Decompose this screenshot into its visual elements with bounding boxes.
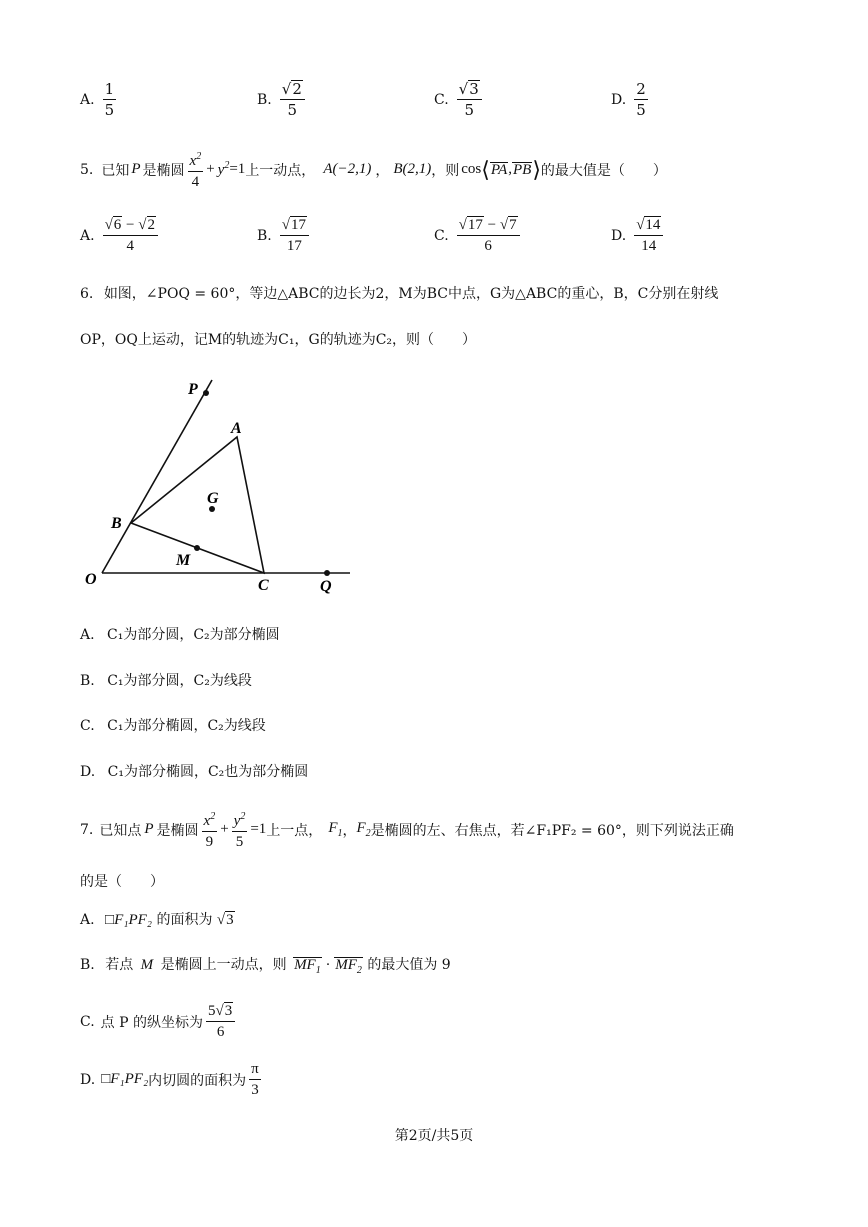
option-letter: D. <box>611 91 627 108</box>
option-text: C₁为部分椭圆，C₂也为部分椭圆 <box>107 764 309 780</box>
question-number: 5. <box>80 161 94 178</box>
option-letter: B. <box>80 673 95 689</box>
point-a: A(−2,1) <box>323 161 372 177</box>
q6-option-a <box>80 625 280 645</box>
numerator: √2 <box>280 80 305 100</box>
option-text: C₁为部分圆，C₂为部分椭圆 <box>107 627 280 643</box>
text: 的最大值是（ ） <box>540 162 667 179</box>
option-letter: B. <box>257 227 272 244</box>
fraction: $\frac{√14}{14}$ <box>634 216 663 255</box>
math-var: P <box>131 161 141 177</box>
point-p-dot <box>203 390 209 396</box>
ellipse-y-fraction: $\frac{y^2}{5}$ <box>232 808 248 851</box>
math-text: =1 <box>229 161 246 177</box>
label-g: G <box>207 490 219 507</box>
triangle-abc <box>131 437 264 573</box>
option-letter: C. <box>434 227 449 244</box>
q5-option-a <box>80 216 161 255</box>
option-letter: D. <box>611 227 627 244</box>
fraction: $\frac{√17 - √7}{6}$ <box>457 216 520 255</box>
option-text: 内切圆的面积为 <box>148 1072 247 1089</box>
text: 是椭圆的左、右焦点，若∠F₁PF₂ = 60°，则下列说法正确 <box>370 822 734 839</box>
q6-stem-line1 <box>80 284 718 304</box>
q6-option-c <box>80 716 266 736</box>
option-text: 的最大值为 9 <box>367 957 451 973</box>
ellipse-x-fraction: $\frac{x^2}{9}$ <box>202 808 218 851</box>
option-text: 点 P 的纵坐标为 <box>100 1014 203 1031</box>
label-m: M <box>176 552 191 569</box>
option-letter: D. <box>80 1071 96 1088</box>
label-b: B <box>111 515 122 532</box>
question-number: 7. <box>80 821 94 838</box>
text: 已知点 <box>99 822 142 839</box>
text: 上一动点， <box>245 162 316 179</box>
fraction <box>280 80 305 119</box>
q6-option-d <box>80 762 308 782</box>
point-m-dot <box>194 545 200 551</box>
math-value: 3 <box>226 912 234 928</box>
option-text: C₁为部分圆，C₂为线段 <box>107 673 252 689</box>
point-q-dot <box>324 570 330 576</box>
fraction: $\frac{√6 - √2}{4}$ <box>103 216 158 255</box>
option-letter: B. <box>257 91 272 108</box>
question-number: 6. <box>80 286 94 302</box>
math-text: cos <box>461 161 482 177</box>
text: ，则 <box>431 162 460 179</box>
numerator: 1 <box>104 80 115 98</box>
text: 是椭圆 <box>142 162 185 179</box>
ray-op <box>102 380 212 573</box>
option-letter: A. <box>80 227 95 244</box>
fraction: $\frac{√17}{17}$ <box>280 216 309 255</box>
label-q: Q <box>320 578 332 595</box>
label-o: O <box>85 571 97 588</box>
q5-stem: 5. 已知 P 是椭圆 $\frac{x^2}{4}$ + $y^2$ =1 上一动点， A(−2,1) ， B(2,1) ，则 cos ⟨ PA , PB ⟩ 的最大值是（ ） <box>80 148 667 191</box>
q4-option-d <box>611 80 651 119</box>
option-text: 是椭圆上一动点，则 <box>160 957 287 973</box>
denominator: 5 <box>287 101 298 119</box>
option-letter: D. <box>80 764 96 780</box>
denominator: 5 <box>636 101 646 119</box>
label-p: P <box>188 381 198 398</box>
q5-option-d <box>611 216 666 255</box>
point-b: B(2,1) <box>393 161 432 177</box>
math-text: =1 <box>250 821 267 837</box>
q7-stem-line2 <box>80 872 164 892</box>
q6-figure <box>80 372 370 602</box>
fraction <box>103 80 117 119</box>
q7-option-d <box>80 1060 264 1099</box>
option-text: 的面积为 <box>156 912 213 928</box>
denominator: 5 <box>464 101 474 119</box>
option-letter: A. <box>80 627 95 643</box>
q7-option-c <box>80 1002 238 1041</box>
numerator: √3 <box>457 80 482 100</box>
text: 上一点， <box>266 822 323 839</box>
q7-option-a: A. □F₁PF₂ 的面积为 √3 <box>80 912 234 928</box>
denominator: 5 <box>104 101 115 119</box>
option-text: C₁为部分椭圆，C₂为线段 <box>107 718 266 734</box>
q4-option-b <box>257 80 308 119</box>
text: 的是（ ） <box>80 874 164 890</box>
q7-option-b: B. 若点 M 是椭圆上一动点，则 $MF_1 \cdot MF_2$ 的最大值为 9 <box>80 957 451 976</box>
text: 是椭圆 <box>156 822 199 839</box>
text: 已知 <box>101 162 130 179</box>
option-letter: A. <box>80 912 95 928</box>
fraction: $\frac{5√3}{6}$ <box>206 1002 235 1041</box>
option-letter: C. <box>80 1013 95 1030</box>
math-text: □F₁PF₂ <box>105 912 152 928</box>
option-letter: C. <box>80 718 95 734</box>
q6-option-b <box>80 671 252 691</box>
label-c: C <box>258 577 269 594</box>
ellipse-fraction: $\frac{x^2}{4}$ <box>188 148 204 191</box>
fraction <box>457 80 482 119</box>
q4-option-a <box>80 80 119 119</box>
text: OP，OQ上运动，记M的轨迹为C₁，G的轨迹为C₂，则（ ） <box>80 332 477 348</box>
fraction <box>634 80 648 119</box>
q7-stem-line1: 7. 已知点 P 是椭圆 $\frac{x^2}{9}$ + $\frac{y^2}{5}$ =1 上一点， $F_1$ ， $F_2$ 是椭圆的左、右焦点，若∠F₁PF₂ = 60°，则下列说法正确 <box>80 808 734 851</box>
math-text: □F₁PF₂ <box>101 1071 149 1087</box>
fraction: $\frac{\pi}{3}$ <box>251 1061 259 1098</box>
option-text: 若点 <box>105 957 134 973</box>
option-letter: C. <box>434 91 449 108</box>
q4-option-c <box>434 80 485 119</box>
q5-option-c <box>434 216 523 255</box>
text: 如图，∠POQ = 60°，等边△ABC的边长为2，M为BC中点，G为△ABC的重心，B，C分别在射线 <box>103 286 719 302</box>
option-letter: A. <box>80 91 95 108</box>
q6-stem-line2 <box>80 330 476 350</box>
label-a: A <box>231 420 242 437</box>
q5-option-b <box>257 216 312 255</box>
option-letter: B. <box>80 957 95 973</box>
page-footer: 第2页/共5页 <box>394 1128 474 1144</box>
numerator: 2 <box>636 80 646 98</box>
